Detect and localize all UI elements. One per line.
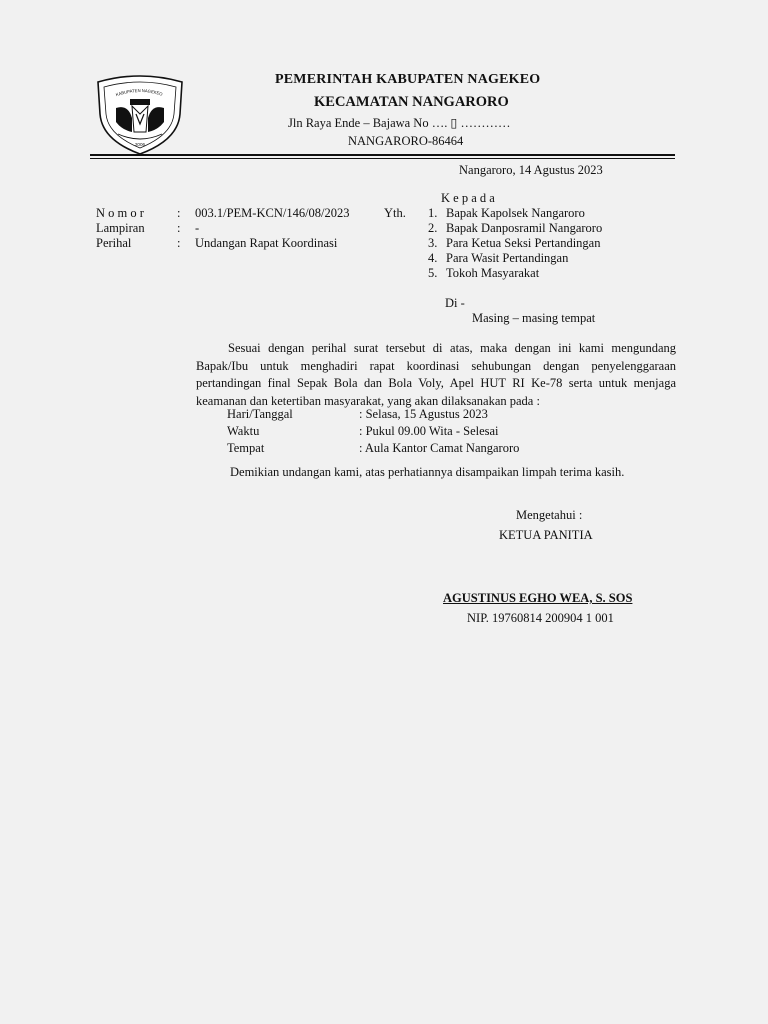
logo-year: 2006	[134, 142, 146, 147]
letterhead-line2: KECAMATAN NANGARORO	[314, 94, 509, 110]
recipient-item: Bapak Kapolsek Nangaroro	[446, 206, 585, 220]
recipients-di: Di -	[445, 296, 465, 310]
letterhead-address: Jln Raya Ende – Bajawa No …. ▯ …………	[288, 116, 511, 130]
recipient-num: 4.	[428, 251, 438, 265]
signature-known: Mengetahui :	[516, 508, 583, 522]
detail-label-time: Waktu	[227, 424, 260, 438]
meta-sep-nomor: :	[177, 206, 181, 220]
letterhead-rule-thin	[90, 158, 675, 159]
recipient-num: 1.	[428, 206, 438, 220]
recipient-item: Para Wasit Pertandingan	[446, 251, 569, 265]
meta-label-lampiran: Lampiran	[96, 221, 145, 235]
body-paragraph	[196, 340, 676, 410]
meta-value-lampiran: -	[195, 221, 200, 235]
detail-value-time: : Pukul 09.00 Wita - Selesai	[359, 424, 499, 438]
recipient-item: Tokoh Masyarakat	[446, 266, 540, 280]
meta-value-nomor: 003.1/PEM-KCN/146/08/2023	[195, 206, 350, 220]
meta-sep-perihal: :	[177, 236, 181, 250]
body-paragraph-text: Sesuai dengan perihal surat tersebut di atas, maka dengan ini kami mengundang Bapak/Ibu untuk menghadiri rapat koordinasi sehubungan dengan penyelenggaraan pertandingan final Sepak Bola dan Bola Voly, Apel HUT RI Ke-78 serta untuk menjaga keamanan dan ketertiban masyarakat, yang akan dilaksanakan pada :	[196, 341, 676, 408]
letterhead-rule-thick	[90, 154, 675, 156]
meta-label-perihal: Perihal	[96, 236, 132, 250]
recipients-yth: Yth.	[384, 206, 406, 220]
detail-label-date: Hari/Tanggal	[227, 407, 293, 421]
meta-label-nomor: N o m o r	[96, 206, 144, 220]
detail-value-date: : Selasa, 15 Agustus 2023	[359, 407, 488, 421]
closing-text: Demikian undangan kami, atas perhatiannya disampaikan limpah terima kasih.	[230, 465, 625, 479]
recipient-item: Bapak Danposramil Nangaroro	[446, 221, 603, 235]
date-place: Nangaroro, 14 Agustus 2023	[459, 163, 603, 177]
detail-value-place: : Aula Kantor Camat Nangaroro	[359, 441, 520, 455]
meta-sep-lampiran: :	[177, 221, 181, 235]
signature-name: AGUSTINUS EGHO WEA, S. SOS	[443, 591, 633, 605]
signature-nip: NIP. 19760814 200904 1 001	[467, 611, 614, 625]
letterhead-line1: PEMERINTAH KABUPATEN NAGEKEO	[275, 72, 541, 87]
recipients-place: Masing – masing tempat	[472, 311, 596, 325]
recipient-item: Para Ketua Seksi Pertandingan	[446, 236, 601, 250]
recipient-num: 5.	[428, 266, 438, 280]
recipient-num: 2.	[428, 221, 438, 235]
regency-coat-of-arms-icon	[92, 74, 188, 156]
logo-ribbon-text: KABUPATEN NAGEKEO	[115, 87, 164, 98]
recipients-heading: K e p a d a	[441, 191, 495, 205]
meta-value-perihal: Undangan Rapat Koordinasi	[195, 236, 338, 250]
recipient-num: 3.	[428, 236, 438, 250]
signature-role: KETUA PANITIA	[499, 528, 593, 542]
letterhead-postal: NANGARORO-86464	[348, 134, 464, 148]
detail-label-place: Tempat	[227, 441, 265, 455]
